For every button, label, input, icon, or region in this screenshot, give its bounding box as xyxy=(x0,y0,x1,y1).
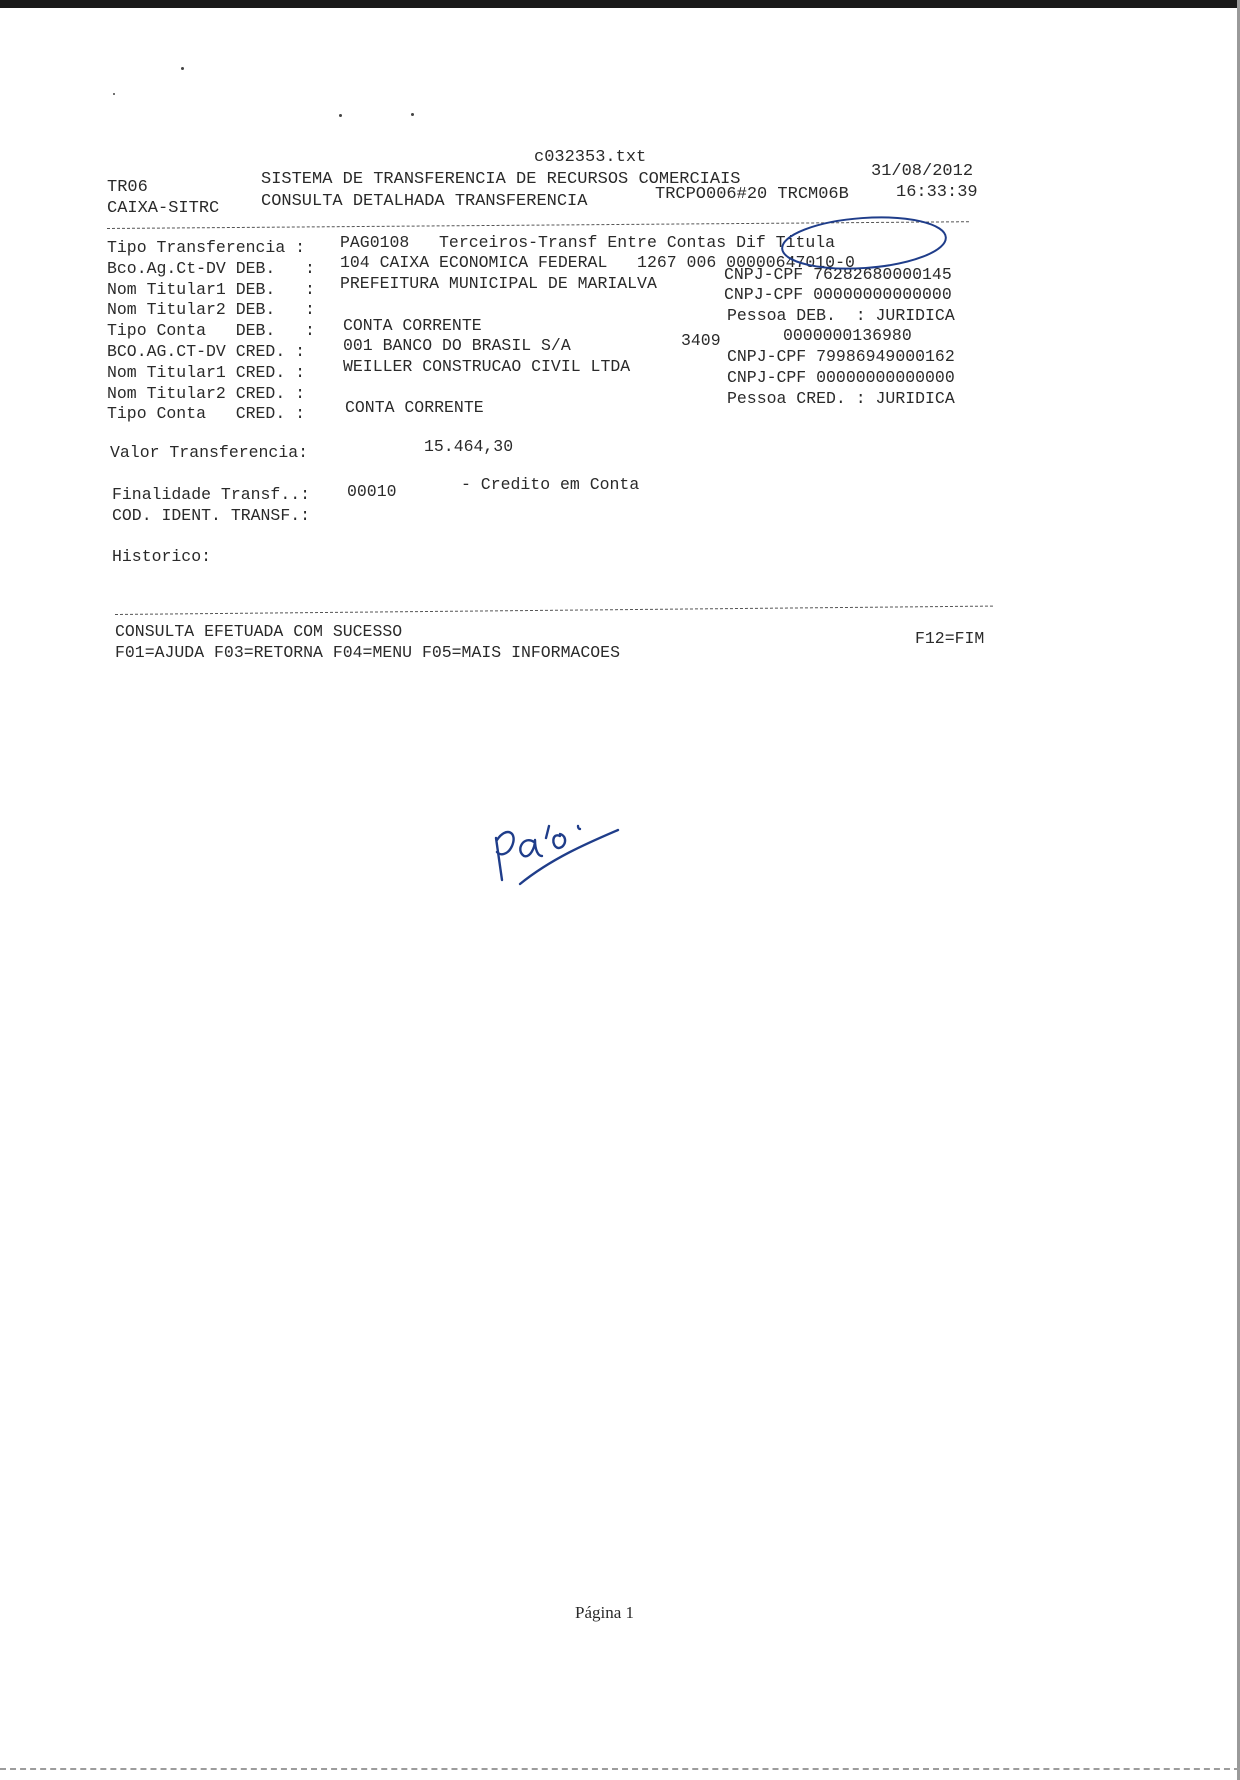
value-finalidade-description: - Credito em Conta xyxy=(461,475,640,494)
status-message: CONSULTA EFETUADA COM SUCESSO xyxy=(115,622,403,641)
program-codes: TRCPO006#20 TRCM06B xyxy=(655,185,849,204)
function-keys: F01=AJUDA F03=RETORNA F04=MENU F05=MAIS INFORMACOES xyxy=(115,643,620,662)
label-titular1-deb: Nom Titular1 DEB. : xyxy=(107,280,315,299)
label-titular1-cred: Nom Titular1 CRED. : xyxy=(107,363,306,382)
label-banco-cred: BCO.AG.CT-DV CRED. : xyxy=(107,342,306,361)
handwritten-pago-signature xyxy=(496,826,618,884)
doc-titular2-deb: CNPJ-CPF 00000000000000 xyxy=(724,285,952,304)
doc-titular1-deb: CNPJ-CPF 76282680000145 xyxy=(724,265,952,284)
value-finalidade-code: 00010 xyxy=(347,482,397,501)
label-tipo-conta-cred: Tipo Conta CRED. : xyxy=(107,404,306,423)
label-cod-ident: COD. IDENT. TRANSF.: xyxy=(112,506,311,525)
page-number: Página 1 xyxy=(575,1603,635,1622)
label-tipo-conta-deb: Tipo Conta DEB. : xyxy=(107,321,315,340)
value-titular1-deb: PREFEITURA MUNICIPAL DE MARIALVA xyxy=(340,274,657,293)
value-banco-deb: 104 CAIXA ECONOMICA FEDERAL 1267 006 00000647010-0 xyxy=(340,253,855,272)
pessoa-deb: Pessoa DEB. : JURIDICA xyxy=(727,306,955,325)
system-title: SISTEMA DE TRANSFERENCIA DE RECURSOS COMERCIAIS xyxy=(261,170,741,189)
label-banco-deb: Bco.Ag.Ct-DV DEB. : xyxy=(107,259,315,278)
agencia-cred: 3409 xyxy=(681,331,721,350)
header-date: 31/08/2012 xyxy=(871,162,974,181)
pessoa-cred: Pessoa CRED. : JURIDICA xyxy=(727,389,955,408)
label-titular2-deb: Nom Titular2 DEB. : xyxy=(107,300,315,319)
end-key: F12=FIM xyxy=(915,629,985,648)
value-tipo-transferencia: PAG0108 Terceiros-Transf Entre Contas Dif Titula xyxy=(340,233,836,252)
label-valor: Valor Transferencia: xyxy=(110,443,309,462)
file-name: c032353.txt xyxy=(534,148,647,167)
label-tipo-transferencia: Tipo Transferencia : xyxy=(107,238,306,257)
value-banco-cred: 001 BANCO DO BRASIL S/A xyxy=(343,336,571,355)
value-tipo-conta-cred: CONTA CORRENTE xyxy=(345,398,484,417)
value-titular1-cred: WEILLER CONSTRUCAO CIVIL LTDA xyxy=(343,357,631,376)
app-name: CAIXA-SITRC xyxy=(107,199,220,218)
label-historico: Historico: xyxy=(112,547,212,566)
system-code: TR06 xyxy=(107,178,148,197)
doc-titular2-cred: CNPJ-CPF 00000000000000 xyxy=(727,368,955,387)
handwritten-circle-mark xyxy=(780,212,947,273)
value-valor: 15.464,30 xyxy=(424,437,514,456)
screen-title: CONSULTA DETALHADA TRANSFERENCIA xyxy=(261,192,588,211)
value-tipo-conta-deb: CONTA CORRENTE xyxy=(343,316,482,335)
header-time: 16:33:39 xyxy=(896,183,978,202)
conta-cred: 0000000136980 xyxy=(783,326,912,345)
doc-titular1-cred: CNPJ-CPF 79986949000162 xyxy=(727,347,955,366)
label-finalidade: Finalidade Transf..: xyxy=(112,485,311,504)
label-titular2-cred: Nom Titular2 CRED. : xyxy=(107,384,306,403)
